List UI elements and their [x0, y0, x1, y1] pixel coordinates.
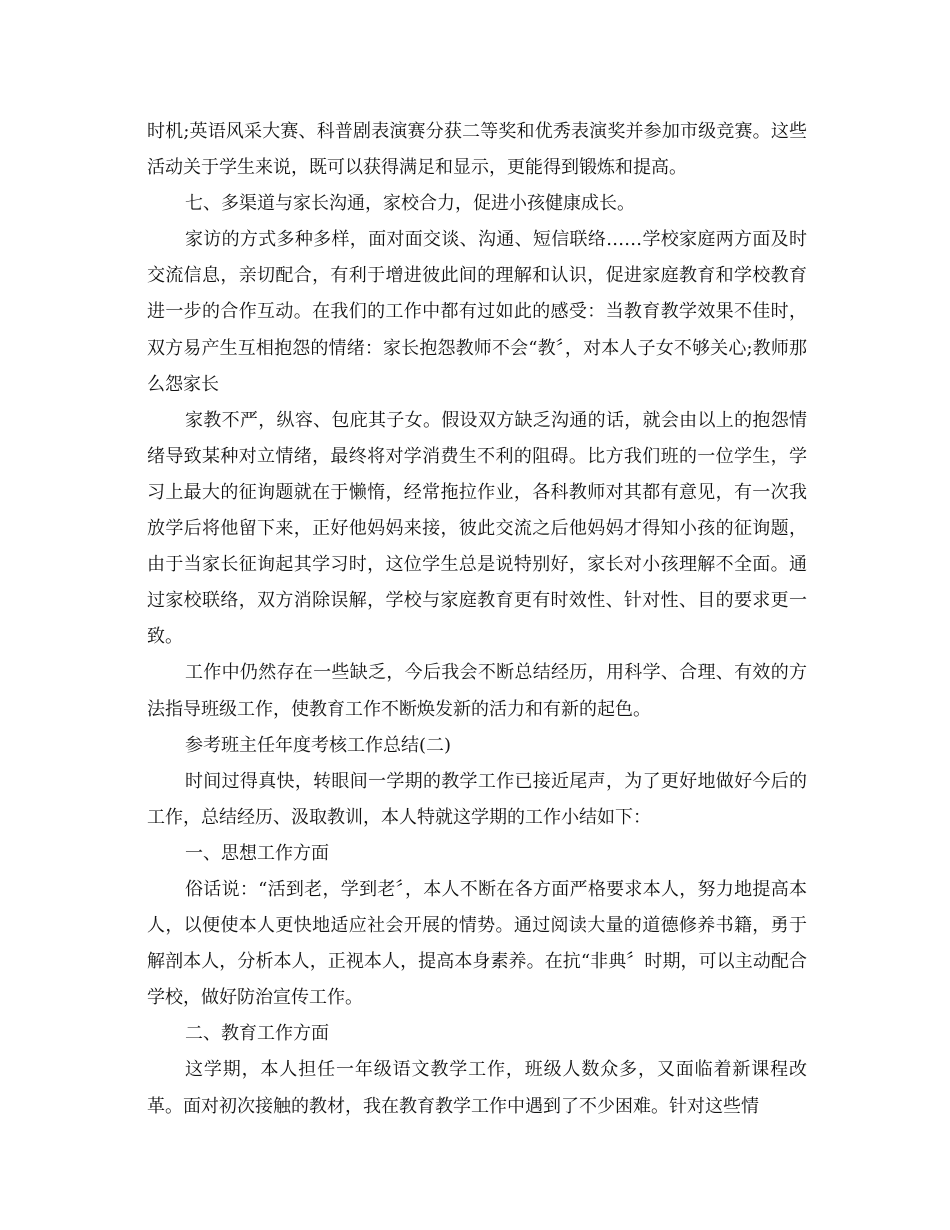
paragraph: 家访的方式多种多样，面对面交谈、沟通、短信联络……学校家庭两方面及时交流信息，亲切配合，有利于增进彼此间的理解和认识，促进家庭教育和学校教育进一步的合作互动。在我们的工作中都有过如此的感受：当教育教学效果不佳时，双方易产生互相抱怨的情绪：家长抱怨教师不会“教〞，对本人子女不够关心;教师那么怨家长 — [147, 229, 807, 395]
paragraph: 时机;英语风采大赛、科普剧表演赛分获二等奖和优秀表演奖并参加市级竞赛。这些活动关于学生来说，既可以获得满足和显示，更能得到锻炼和提高。 — [147, 121, 807, 179]
paragraph: 家教不严，纵容、包庇其子女。假设双方缺乏沟通的话，就会由以上的抱怨情绪导致某种对立情绪，最终将对学消费生不利的阻碍。比方我们班的一位学生，学习上最大的征询题就在于懒惰，经常拖拉作业，各科教师对其都有意见，有一次我放学后将他留下来，正好他妈妈来接，彼此交流之后他妈妈才得知小孩的征询题，由于当家长征询起其学习时，这位学生总是说特别好，家长对小孩理解不全面。通过家校联络，双方消除误解，学校与家庭教育更有时效性、针对性、目的要求更一致。 — [147, 409, 807, 648]
paragraph: 俗话说：“活到老，学到老〞，本人不断在各方面严格要求本人，努力地提高本人，以便使本人更快地适应社会开展的情势。通过阅读大量的道德修养书籍，勇于解剖本人，分析本人，正视本人，提高本身素养。在抗“非典〞时期，可以主动配合学校，做好防治宣传工作。 — [147, 878, 807, 1009]
paragraph: 这学期，本人担任一年级语文教学工作，班级人数众多，又面临着新课程改革。面对初次接触的教材，我在教育教学工作中遇到了不少困难。针对这些情 — [147, 1059, 807, 1117]
paragraph: 工作中仍然存在一些缺乏，今后我会不断总结经历，用科学、合理、有效的方法指导班级工作，使教育工作不断焕发新的活力和有新的起色。 — [147, 662, 807, 720]
section-heading: 二、教育工作方面 — [185, 1023, 329, 1045]
section-heading: 一、思想工作方面 — [185, 842, 329, 864]
section-heading: 七、多渠道与家长沟通，家校合力，促进小孩健康成长。 — [185, 193, 635, 215]
document-body — [147, 114, 807, 1125]
document-title: 参考班主任年度考核工作总结(二) — [185, 734, 452, 756]
paragraph: 时间过得真快，转眼间一学期的教学工作已接近尾声，为了更好地做好今后的工作，总结经历、汲取教训，本人特就这学期的工作小结如下： — [147, 770, 807, 828]
